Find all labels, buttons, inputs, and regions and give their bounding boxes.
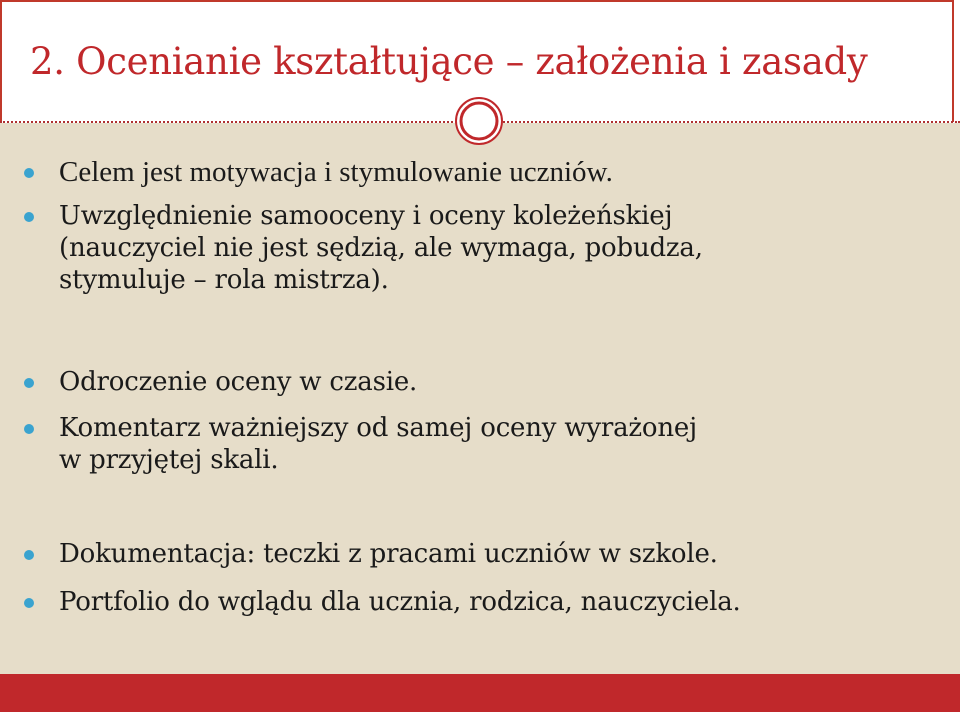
bullet-text: Komentarz ważniejszy od samej oceny wyrażonej [59, 413, 697, 443]
slide-title: 2. Ocenianie kształtujące – założenia i zasady [30, 40, 868, 83]
bullet-text: Uwzględnienie samooceny i oceny koleżeńskiej [59, 201, 673, 231]
bullet-dot [24, 424, 34, 434]
bullet-text: Celem jest motywacja i stymulowanie uczniów. [59, 156, 613, 188]
bullet-text: Odroczenie oceny w czasie. [59, 367, 418, 397]
bullet-dot [24, 168, 34, 178]
bullet-text: (nauczyciel nie jest sędzią, ale wymaga, pobudza, [59, 233, 703, 263]
bullet-text: w przyjętej skali. [59, 445, 279, 475]
double-circle-ornament [454, 96, 504, 146]
bullet-text: stymuluje – rola mistrza). [59, 265, 389, 295]
bullet-text: Portfolio do wglądu dla ucznia, rodzica, nauczyciela. [59, 587, 741, 617]
bullet-item [59, 200, 939, 296]
bullet-item [59, 586, 939, 618]
bullet-text: Dokumentacja: teczki z pracami uczniów w szkole. [59, 539, 718, 569]
footer-bar [0, 674, 960, 712]
bullet-dot [24, 378, 34, 388]
bullet-item [59, 366, 939, 398]
bullet-dot [24, 550, 34, 560]
bullet-item [59, 538, 939, 570]
bullet-dot [24, 598, 34, 608]
bullet-dot [24, 212, 34, 222]
bullet-item [59, 156, 939, 188]
bullet-item [59, 412, 939, 476]
